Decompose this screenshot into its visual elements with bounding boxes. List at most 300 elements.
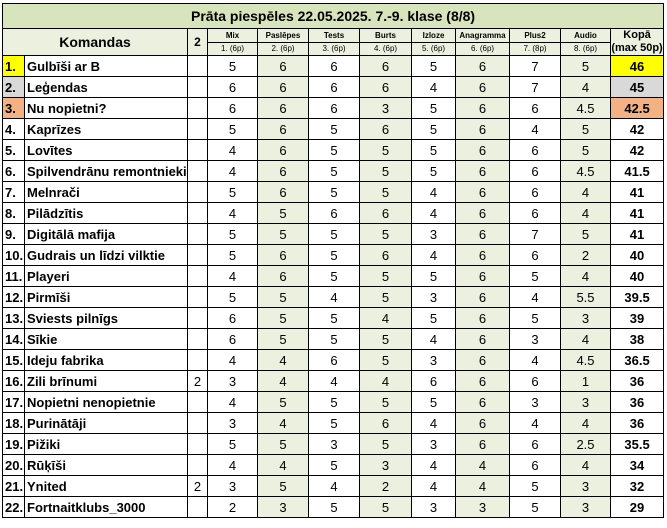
total-header-line2: (max 50p) xyxy=(611,42,663,54)
team-row xyxy=(3,455,664,476)
score-cell: 5 xyxy=(309,266,360,287)
score-cell: 4 xyxy=(412,203,456,224)
total-cell: 39.5 xyxy=(611,287,664,308)
total-cell: 38 xyxy=(611,329,664,350)
score-cell: 6 xyxy=(258,140,309,161)
team-row xyxy=(3,287,664,308)
score-cell: 5 xyxy=(258,329,309,350)
score-cell: 5 xyxy=(360,266,412,287)
score-cell: 6 xyxy=(309,77,360,98)
team-row xyxy=(3,329,664,350)
extra-cell xyxy=(188,119,208,140)
score-cell: 3 xyxy=(412,224,456,245)
score-cell: 6 xyxy=(456,224,510,245)
score-cell: 4 xyxy=(510,350,561,371)
score-cell: 5 xyxy=(258,476,309,497)
score-cell: 5 xyxy=(360,350,412,371)
score-cell: 6 xyxy=(456,413,510,434)
team-row xyxy=(3,350,664,371)
place-cell: 12. xyxy=(3,287,25,308)
score-cell: 4 xyxy=(561,413,611,434)
score-cell: 5 xyxy=(360,497,412,518)
team-name-cell: Playeri xyxy=(25,266,188,287)
score-cell: 3 xyxy=(208,371,258,392)
team-name-cell: Spilvendrānu remontnieki xyxy=(25,161,188,182)
total-cell: 41 xyxy=(611,203,664,224)
score-cell: 3 xyxy=(456,497,510,518)
total-cell: 34 xyxy=(611,455,664,476)
score-cell: 5 xyxy=(561,224,611,245)
team-name-cell: Sviests pilnīgs xyxy=(25,308,188,329)
total-cell: 41.5 xyxy=(611,161,664,182)
score-cell: 6 xyxy=(258,161,309,182)
score-cell: 5 xyxy=(309,161,360,182)
team-name-cell: Purinātāji xyxy=(25,413,188,434)
score-cell: 4.5 xyxy=(561,98,611,119)
score-cell: 4 xyxy=(258,413,309,434)
score-cell: 4 xyxy=(208,350,258,371)
score-cell: 5 xyxy=(208,287,258,308)
score-cell: 5 xyxy=(412,161,456,182)
score-cell: 4 xyxy=(561,77,611,98)
team-name-cell: Pirmīši xyxy=(25,287,188,308)
score-cell: 6 xyxy=(258,56,309,77)
team-name-cell: Digitālā mafija xyxy=(25,224,188,245)
team-row xyxy=(3,413,664,434)
team-row xyxy=(3,434,664,455)
score-cell: 5 xyxy=(208,119,258,140)
score-cell: 6 xyxy=(309,56,360,77)
place-cell: 1. xyxy=(3,56,25,77)
score-cell: 6 xyxy=(456,182,510,203)
team-row xyxy=(3,77,664,98)
score-cell: 5 xyxy=(309,392,360,413)
score-cell: 4 xyxy=(412,413,456,434)
score-cell: 4.5 xyxy=(561,161,611,182)
score-cell: 5 xyxy=(309,245,360,266)
round-points-header: 7. (8p) xyxy=(510,42,561,56)
score-cell: 5 xyxy=(309,182,360,203)
score-cell: 6 xyxy=(510,161,561,182)
score-cell: 5 xyxy=(208,182,258,203)
score-cell: 5 xyxy=(561,140,611,161)
round-points-header: 6. (6p) xyxy=(456,42,510,56)
round-name-header: Paslēpes xyxy=(258,29,309,43)
total-cell: 36 xyxy=(611,413,664,434)
total-header-line1: Kopā xyxy=(623,29,651,41)
score-cell: 5 xyxy=(360,182,412,203)
score-cell: 6 xyxy=(456,77,510,98)
team-row xyxy=(3,476,664,497)
score-cell: 5 xyxy=(510,497,561,518)
place-cell: 21. xyxy=(3,476,25,497)
score-cell: 5 xyxy=(412,119,456,140)
round-points-header: 8. (6p) xyxy=(561,42,611,56)
extra-cell xyxy=(188,329,208,350)
extra-cell xyxy=(188,434,208,455)
score-cell: 4 xyxy=(208,140,258,161)
place-cell: 15. xyxy=(3,350,25,371)
extra-cell xyxy=(188,140,208,161)
place-cell: 6. xyxy=(3,161,25,182)
score-cell: 5 xyxy=(309,140,360,161)
round-name-header: Anagramma xyxy=(456,29,510,43)
extra-cell xyxy=(188,392,208,413)
place-cell: 3. xyxy=(3,98,25,119)
team-name-cell: Nu nopietni? xyxy=(25,98,188,119)
round-name-header: Audio xyxy=(561,29,611,43)
team-row xyxy=(3,98,664,119)
score-cell: 6 xyxy=(208,77,258,98)
score-cell: 6 xyxy=(309,203,360,224)
score-cell: 5 xyxy=(258,308,309,329)
score-cell: 5 xyxy=(510,266,561,287)
score-cell: 6 xyxy=(456,245,510,266)
score-cell: 7 xyxy=(510,77,561,98)
score-cell: 3 xyxy=(561,497,611,518)
score-cell: 3 xyxy=(360,98,412,119)
place-cell: 5. xyxy=(3,140,25,161)
score-cell: 6 xyxy=(360,245,412,266)
score-cell: 6 xyxy=(208,329,258,350)
extra-cell xyxy=(188,287,208,308)
score-cell: 4 xyxy=(456,455,510,476)
total-cell: 45 xyxy=(611,77,664,98)
extra-cell xyxy=(188,413,208,434)
score-cell: 6 xyxy=(456,392,510,413)
score-cell: 6 xyxy=(510,371,561,392)
total-cell: 46 xyxy=(611,56,664,77)
total-cell: 36.5 xyxy=(611,350,664,371)
score-cell: 4 xyxy=(561,266,611,287)
score-cell: 1 xyxy=(561,371,611,392)
total-cell: 41 xyxy=(611,224,664,245)
score-cell: 2 xyxy=(360,476,412,497)
score-cell: 6 xyxy=(208,308,258,329)
place-cell: 18. xyxy=(3,413,25,434)
score-cell: 5 xyxy=(208,56,258,77)
team-name-cell: Nopietni nenopietnie xyxy=(25,392,188,413)
extra-cell xyxy=(188,455,208,476)
score-cell: 6 xyxy=(456,308,510,329)
score-cell: 4 xyxy=(360,371,412,392)
team-row xyxy=(3,497,664,518)
place-cell: 13. xyxy=(3,308,25,329)
extra-cell xyxy=(188,245,208,266)
score-cell: 5 xyxy=(309,119,360,140)
score-cell: 4 xyxy=(510,287,561,308)
team-name-cell: Leģendas xyxy=(25,77,188,98)
score-cell: 5 xyxy=(360,392,412,413)
score-cell: 2.5 xyxy=(561,434,611,455)
score-cell: 3 xyxy=(412,350,456,371)
score-cell: 5 xyxy=(412,140,456,161)
score-cell: 4 xyxy=(360,308,412,329)
score-cell: 5 xyxy=(258,392,309,413)
total-cell: 42.5 xyxy=(611,98,664,119)
score-cell: 6 xyxy=(510,455,561,476)
header-row-names xyxy=(3,29,664,43)
score-cell: 6 xyxy=(456,371,510,392)
score-cell: 6 xyxy=(456,161,510,182)
score-cell: 3 xyxy=(561,476,611,497)
score-cell: 5 xyxy=(208,245,258,266)
score-cell: 6 xyxy=(258,245,309,266)
score-cell: 4 xyxy=(561,203,611,224)
team-name-cell: Gudrais un līdzi vilktie xyxy=(25,245,188,266)
score-cell: 4 xyxy=(412,476,456,497)
round-name-header: Izloze xyxy=(412,29,456,43)
team-name-cell: Sīkie xyxy=(25,329,188,350)
total-cell: 36 xyxy=(611,371,664,392)
title-row xyxy=(3,4,664,29)
score-cell: 6 xyxy=(412,371,456,392)
total-cell: 32 xyxy=(611,476,664,497)
extra-col-header: 2 xyxy=(188,29,208,56)
score-cell: 5 xyxy=(360,434,412,455)
score-cell: 5 xyxy=(208,224,258,245)
score-cell: 4 xyxy=(208,203,258,224)
score-cell: 3 xyxy=(412,287,456,308)
place-cell: 14. xyxy=(3,329,25,350)
round-points-header: 1. (6p) xyxy=(208,42,258,56)
score-cell: 6 xyxy=(456,287,510,308)
score-cell: 6 xyxy=(456,56,510,77)
score-cell: 5 xyxy=(412,308,456,329)
team-row xyxy=(3,224,664,245)
score-cell: 5 xyxy=(309,224,360,245)
total-cell: 40 xyxy=(611,245,664,266)
round-points-header: 3. (6p) xyxy=(309,42,360,56)
total-cell: 29 xyxy=(611,497,664,518)
score-cell: 4 xyxy=(258,455,309,476)
team-row xyxy=(3,245,664,266)
score-cell: 6 xyxy=(456,203,510,224)
score-cell: 7 xyxy=(510,56,561,77)
round-name-header: Tests xyxy=(309,29,360,43)
score-cell: 6 xyxy=(456,119,510,140)
score-cell: 6 xyxy=(360,119,412,140)
total-cell: 42 xyxy=(611,119,664,140)
score-cell: 5 xyxy=(208,434,258,455)
score-cell: 3 xyxy=(208,476,258,497)
score-cell: 4.5 xyxy=(561,350,611,371)
score-cell: 2 xyxy=(208,497,258,518)
score-cell: 6 xyxy=(258,98,309,119)
score-cell: 4 xyxy=(208,266,258,287)
place-cell: 16. xyxy=(3,371,25,392)
score-cell: 2 xyxy=(561,245,611,266)
score-cell: 5 xyxy=(258,203,309,224)
extra-cell xyxy=(188,350,208,371)
team-name-cell: Lovītes xyxy=(25,140,188,161)
score-cell: 3 xyxy=(258,497,309,518)
team-row xyxy=(3,308,664,329)
place-cell: 20. xyxy=(3,455,25,476)
score-cell: 3 xyxy=(412,497,456,518)
score-cell: 5 xyxy=(258,224,309,245)
place-cell: 8. xyxy=(3,203,25,224)
score-cell: 6 xyxy=(510,203,561,224)
score-cell: 5 xyxy=(360,287,412,308)
total-header xyxy=(611,29,664,56)
extra-cell xyxy=(188,56,208,77)
total-cell: 39 xyxy=(611,308,664,329)
total-cell: 35.5 xyxy=(611,434,664,455)
extra-cell: 2 xyxy=(188,371,208,392)
results-table xyxy=(2,3,664,518)
score-cell: 5 xyxy=(360,329,412,350)
score-cell: 5 xyxy=(258,287,309,308)
team-row xyxy=(3,371,664,392)
place-cell: 11. xyxy=(3,266,25,287)
team-row xyxy=(3,392,664,413)
score-cell: 4 xyxy=(561,182,611,203)
place-cell: 19. xyxy=(3,434,25,455)
score-cell: 5 xyxy=(360,161,412,182)
team-row xyxy=(3,182,664,203)
team-name-cell: Pilādzītis xyxy=(25,203,188,224)
score-cell: 5 xyxy=(309,413,360,434)
score-cell: 3 xyxy=(561,308,611,329)
score-cell: 6 xyxy=(360,56,412,77)
score-cell: 4 xyxy=(309,476,360,497)
place-cell: 4. xyxy=(3,119,25,140)
extra-cell: 2 xyxy=(188,476,208,497)
place-cell: 17. xyxy=(3,392,25,413)
score-cell: 6 xyxy=(456,350,510,371)
score-cell: 5 xyxy=(561,56,611,77)
score-cell: 5 xyxy=(309,455,360,476)
score-cell: 6 xyxy=(510,182,561,203)
score-cell: 4 xyxy=(208,455,258,476)
score-cell: 4 xyxy=(258,371,309,392)
score-cell: 3 xyxy=(208,413,258,434)
score-cell: 6 xyxy=(456,329,510,350)
score-cell: 6 xyxy=(510,140,561,161)
score-cell: 6 xyxy=(456,98,510,119)
team-name-cell: Zili brīnumi xyxy=(25,371,188,392)
score-cell: 4 xyxy=(561,455,611,476)
team-name-cell: Gulbīši ar B xyxy=(25,56,188,77)
score-cell: 5 xyxy=(309,497,360,518)
sheet-title: Prāta piespēles 22.05.2025. 7.-9. klase (8/8) xyxy=(3,4,664,29)
score-cell: 6 xyxy=(456,140,510,161)
score-cell: 3 xyxy=(360,455,412,476)
extra-cell xyxy=(188,98,208,119)
score-cell: 6 xyxy=(456,266,510,287)
score-cell: 3 xyxy=(561,392,611,413)
score-cell: 5 xyxy=(258,434,309,455)
place-cell: 9. xyxy=(3,224,25,245)
score-cell: 3 xyxy=(309,434,360,455)
place-cell: 2. xyxy=(3,77,25,98)
extra-cell xyxy=(188,266,208,287)
score-cell: 4 xyxy=(561,329,611,350)
score-cell: 6 xyxy=(510,98,561,119)
extra-cell xyxy=(188,161,208,182)
score-cell: 5 xyxy=(510,476,561,497)
score-cell: 4 xyxy=(510,413,561,434)
score-cell: 5 xyxy=(412,266,456,287)
place-cell: 7. xyxy=(3,182,25,203)
score-cell: 4 xyxy=(412,77,456,98)
extra-cell xyxy=(188,77,208,98)
extra-cell xyxy=(188,203,208,224)
score-cell: 6 xyxy=(309,350,360,371)
score-cell: 5 xyxy=(412,98,456,119)
score-cell: 7 xyxy=(510,224,561,245)
score-cell: 6 xyxy=(258,119,309,140)
results-sheet xyxy=(2,3,664,518)
score-cell: 6 xyxy=(510,434,561,455)
team-name-cell: Ideju fabrika xyxy=(25,350,188,371)
total-cell: 42 xyxy=(611,140,664,161)
score-cell: 4 xyxy=(510,119,561,140)
score-cell: 6 xyxy=(360,77,412,98)
score-cell: 5 xyxy=(360,224,412,245)
score-cell: 5 xyxy=(309,329,360,350)
score-cell: 5 xyxy=(561,119,611,140)
score-cell: 3 xyxy=(412,434,456,455)
extra-cell xyxy=(188,308,208,329)
score-cell: 4 xyxy=(412,455,456,476)
place-cell: 10. xyxy=(3,245,25,266)
score-cell: 3 xyxy=(510,329,561,350)
total-cell: 41 xyxy=(611,182,664,203)
round-points-header: 2. (6p) xyxy=(258,42,309,56)
team-row xyxy=(3,266,664,287)
score-cell: 6 xyxy=(360,413,412,434)
score-cell: 4 xyxy=(412,245,456,266)
score-cell: 5.5 xyxy=(561,287,611,308)
team-name-cell: Fortnaitklubs_3000 xyxy=(25,497,188,518)
round-points-header: 5. (6p) xyxy=(412,42,456,56)
extra-cell xyxy=(188,224,208,245)
score-cell: 6 xyxy=(258,77,309,98)
score-cell: 5 xyxy=(360,140,412,161)
score-cell: 3 xyxy=(510,392,561,413)
score-cell: 4 xyxy=(456,476,510,497)
round-name-header: Mix xyxy=(208,29,258,43)
score-cell: 5 xyxy=(309,308,360,329)
place-cell: 22. xyxy=(3,497,25,518)
team-row xyxy=(3,161,664,182)
round-points-header: 4. (6p) xyxy=(360,42,412,56)
total-cell: 36 xyxy=(611,392,664,413)
score-cell: 6 xyxy=(208,98,258,119)
score-cell: 5 xyxy=(412,56,456,77)
score-cell: 6 xyxy=(309,98,360,119)
team-name-cell: Pižiki xyxy=(25,434,188,455)
team-name-cell: Melnrači xyxy=(25,182,188,203)
score-cell: 4 xyxy=(412,182,456,203)
score-cell: 4 xyxy=(412,329,456,350)
round-name-header: Plus2 xyxy=(510,29,561,43)
score-cell: 4 xyxy=(258,350,309,371)
score-cell: 6 xyxy=(258,266,309,287)
team-row xyxy=(3,56,664,77)
team-row xyxy=(3,140,664,161)
score-cell: 4 xyxy=(309,287,360,308)
score-cell: 6 xyxy=(360,203,412,224)
team-row xyxy=(3,203,664,224)
score-cell: 5 xyxy=(510,308,561,329)
team-row xyxy=(3,119,664,140)
extra-cell xyxy=(188,497,208,518)
score-cell: 5 xyxy=(412,392,456,413)
score-cell: 4 xyxy=(208,161,258,182)
